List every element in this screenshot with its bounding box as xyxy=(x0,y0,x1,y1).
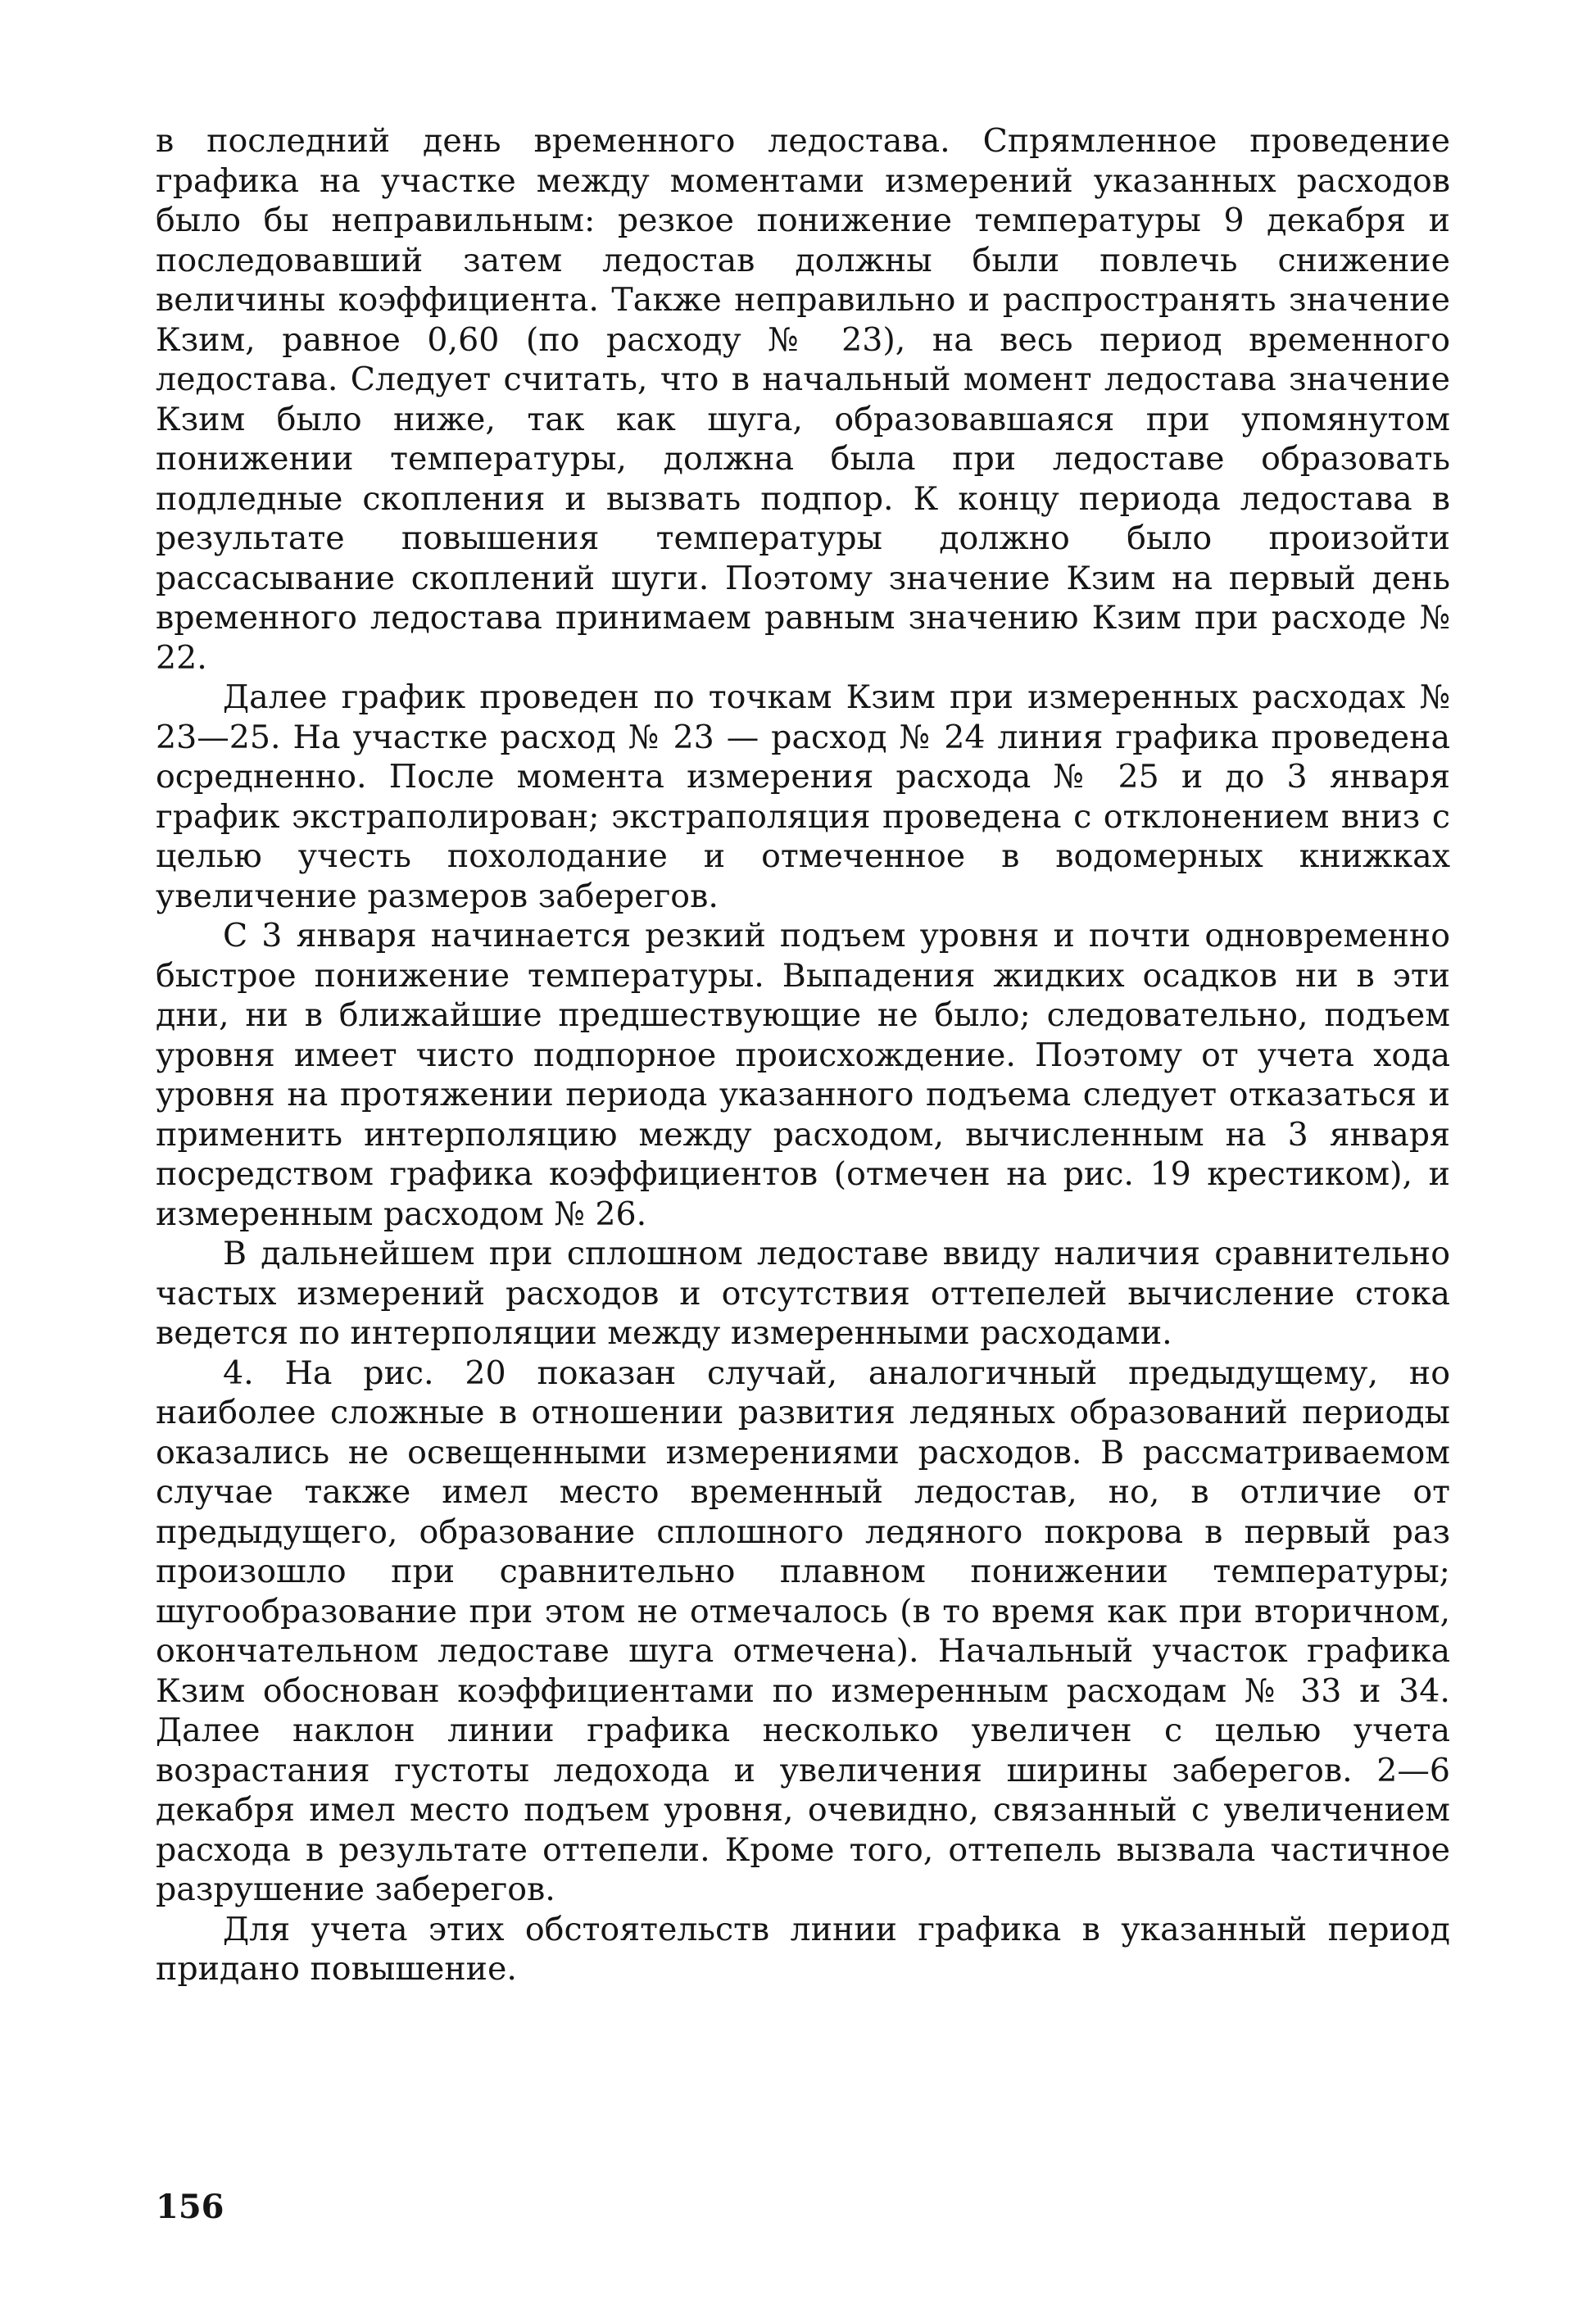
paragraph-graph-points: Далее график проведен по точкам Кзим при измеренных расходах № 23—25. На участке расход № 23 — расход № 24 линия графика проведена осредненно. После момента измерения расхода № 25 и до 3 января график экстраполирован; экстраполяция проведена с отклонением вниз с целью учесть похолодание и отмеченное в водомерных книжках увеличение размеров заберегов. xyxy=(156,678,1450,915)
paragraph-conclusion: Для учета этих обстоятельств линии графика в указанный период придано повышение. xyxy=(156,1910,1450,1988)
body-text xyxy=(156,121,1450,1989)
paragraph-continuous-freeze: В дальнейшем при сплошном ледоставе ввиду наличия сравнительно частых измерений расходов и отсутствия оттепелей вычисление стока ведется по интерполяции между измеренными расходами. xyxy=(156,1235,1450,1352)
page-number: 156 xyxy=(156,2188,224,2226)
paragraph-continuation: в последний день временного ледостава. Спрямленное проведение графика на участке между моментами измерений указанных расходов было бы неправильным: резкое понижение температуры 9 декабря и последовавший затем ледостав должны были повлечь снижение величины коэффициента. Также неправильно и распространять значение Кзим, равное 0,60 (по расходу № 23), на весь период временного ледостава. Следует считать, что в начальный момент ледостава значение Кзим было ниже, так как шуга, образовавшаяся при упомянутом понижении температуры, должна была при ледоставе образовать подледные скопления и вызвать подпор. К концу периода ледостава в результате повышения температуры должно было произойти рассасывание скоплений шуги. Поэтому значение Кзим на первый день временного ледостава принимаем равным значению Кзим при расходе № 22. xyxy=(156,122,1450,677)
paragraph-figure-20: 4. На рис. 20 показан случай, аналогичный предыдущему, но наиболее сложные в отношении развития ледяных образований периоды оказались не освещенными измерениями расходов. В рассматриваемом случае также имел место временный ледостав, но, в отличие от предыдущего, образование сплошного ледяного покрова в первый раз произошло при сравнительно плавном понижении температуры; шугообразование при этом не отмечалось (в то время как при вторичном, окончательном ледоставе шуга отмечена). Начальный участок графика Кзим обоснован коэффициентами по измеренным расходам № 33 и 34. Далее наклон линии графика несколько увеличен с целью учета возрастания густоты ледохода и увеличения ширины заберегов. 2—6 декабря имел место подъем уровня, очевидно, связанный с увеличением расхода в результате оттепели. Кроме того, оттепель вызвала частичное разрушение заберегов. xyxy=(156,1354,1450,1908)
paragraph-january-rise: С 3 января начинается резкий подъем уровня и почти одновременно быстрое понижение температуры. Выпадения жидких осадков ни в эти дни, ни в ближайшие предшествующие не было; следовательно, подъем уровня имеет чисто подпорное происхождение. Поэтому от учета хода уровня на протяжении периода указанного подъема следует отказаться и применить интерполяцию между расходом, вычисленным на 3 января посредством графика коэффициентов (отмечен на рис. 19 крестиком), и измеренным расходом № 26. xyxy=(156,917,1450,1233)
